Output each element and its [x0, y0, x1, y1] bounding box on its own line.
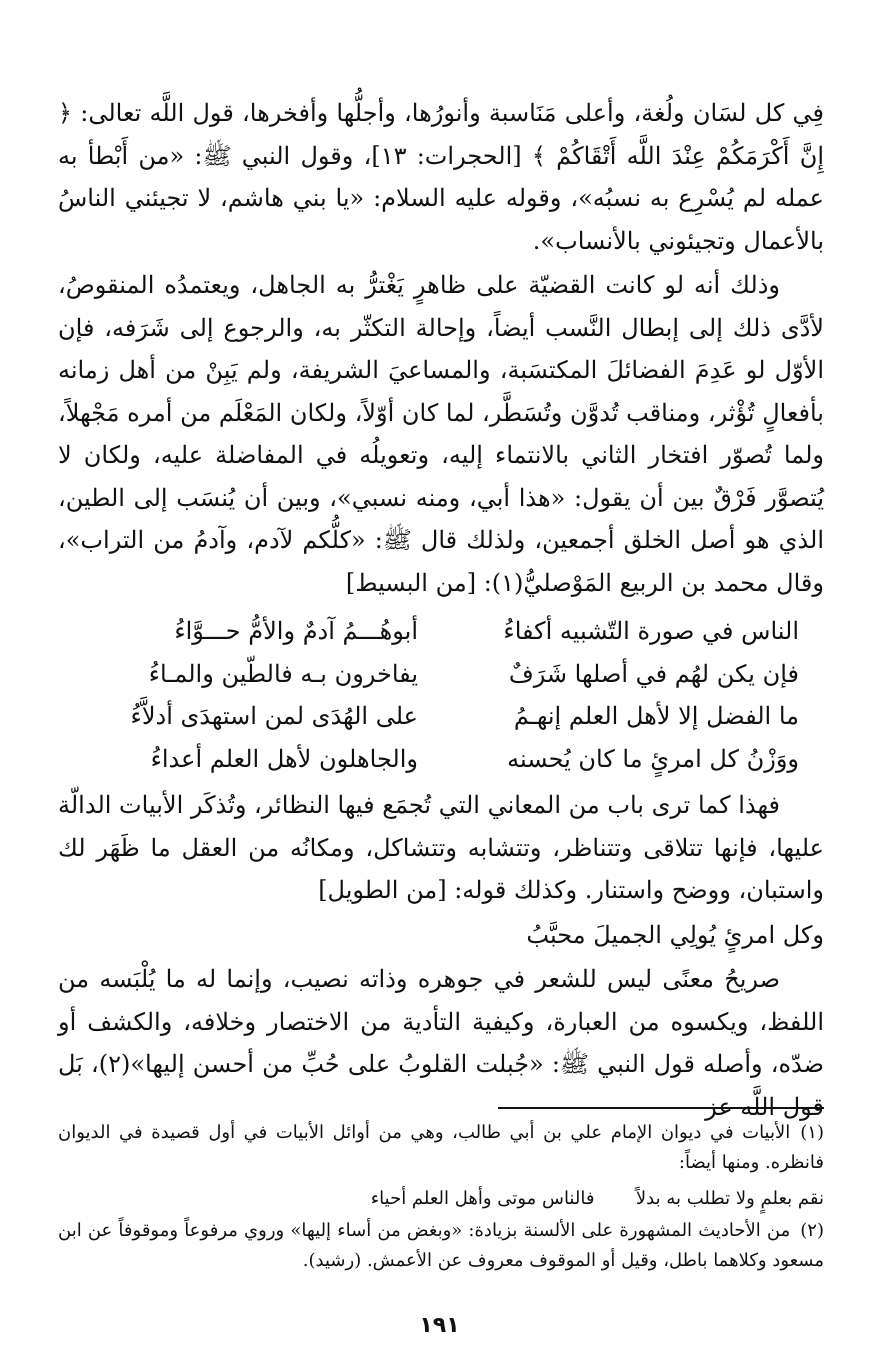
footnote-verse [58, 1184, 824, 1214]
paragraph-2: وذلك أنه لو كانت القضيّة على ظاهرٍ يَغْترُّ به الجاهل، ويعتمدُه المنقوصُ، لأدَّى ذلك إلى إبطال النَّسب أيضاً، وإحالة التكثّر به، والرجوع إلى شَرَفه، فإن الأوّل لو عَدِمَ الفضائلَ المكتسَبة، والمساعيَ الشريفة، ولم يَبِنْ من أهل زمانه بأفعالٍ تُؤْثر، ومناقب تُدوَّن وتُسَطَّر، لما كان أوّلاً، ولكان المَعْلَم من أمره مَجْهلاً، ولما تُصوّر افتخار الثاني بالانتماء إليه، وتعويلُه في المفاضلة عليه، ولكان لا يُتصوَّر فَرْقٌ بين أن يقول: «هذا أبي، ومنه نسبي»، وبين أن يُنسَب إلى الطين، الذي هو أصل الخلق أجمعين، ولذلك قال ﷺ: «كلُّكم لآدم، وآدمُ من التراب»، وقال محمد بن الربيع المَوْصليُّ(١): [من البسيط] [58, 271, 825, 597]
single-verse: وكل امرئٍ يُولِي الجميلَ محبَّبُ [526, 920, 824, 949]
poem-verse-4-sadr: ووَزْنُ كل امرئٍ ما كان يُحسنه [507, 744, 799, 773]
footnote-separator [498, 1107, 824, 1109]
poem-verse-3-ajuz: على الهُدَى لمن استهدَى أدلاَّءُ [130, 702, 418, 730]
paragraph-3: فهذا كما ترى باب من المعاني التي تُجمَع فيها النظائر، وتُذكَر الأبيات الدالّة عليها، فإنها تتلاقى وتتناظر، وتتشابه وتتشاكل، ومكانُه من العقل ما ظَهَر لك واستبان، ووضح واستنار. وكذلك قوله: [من الطويل] [58, 791, 824, 904]
page-number: ١٩١ [419, 1313, 460, 1338]
footnote-2-text: من الأحاديث المشهورة على الألسنة بزيادة: «وبغض من أساء إليها» وروي مرفوعاً وموقوفاً عن ابن مسعود وكلاهما باطل، وقيل أو الموقوف معروف عن الأعمش. (رشيد). [58, 1220, 824, 1271]
poem-verse-2-ajuz: يفاخرون بـه فالطّين والمـاءُ [148, 659, 418, 688]
footnote-1-text: الأبيات في ديوان الإمام علي بن أبي طالب، وهي من أوائل الأبيات في أول قصيدة في الديوان فانظره. ومنها أيضاً: [58, 1122, 824, 1173]
footnote-verse-ajuz: فالناس موتى وأهل العلم أحياء [370, 1188, 595, 1209]
footnote-1-number: (١) [800, 1122, 824, 1143]
paragraph-4: صريحُ معنًى ليس للشعر في جوهره وذاته نصيب، وإنما له ما يُلْبَسه من اللفظ، ويكسوه من العبارة، وكيفية التأدية من الاختصار وخلافه، والكشف أو ضدّه، وأصله قول النبي ﷺ: «جُبلت القلوبُ على حُبِّ من أحسن إليها»(٢)، بَل قول اللَّه عز [58, 965, 825, 1121]
footnote-2 [58, 1216, 824, 1276]
poem-verse-1-sadr: الناس في صورة التّشبيه أكفاءُ [503, 617, 799, 645]
footnote-2-number: (٢) [800, 1220, 824, 1241]
footnote-1 [58, 1118, 824, 1178]
poem-verse-4-ajuz: والجاهلون لأهل العلم أعداءُ [150, 744, 418, 773]
main-text [58, 92, 824, 1128]
poem-verse-3-sadr: ما الفضل إلا لأهل العلم إنهـمُ [513, 702, 799, 730]
footnote-verse-sadr: نقم بعلمٍ ولا تطلب به بدلاً [635, 1188, 824, 1209]
poem [58, 610, 824, 780]
poem-verse-1-ajuz: أبوهُـــمُ آدمٌ والأمُّ حـــوَّاءُ [174, 617, 418, 645]
poem-verse-2-sadr: فإن يكن لهُم في أصلها شَرَفٌ [508, 659, 799, 688]
paragraph-1: فِي كل لسَان ولُغة، وأعلى مَنَاسبة وأنورُها، وأجلُّها وأفخرها، قول اللَّه تعالى: ﴿ إِنَّ أَكْرَمَكُمْ عِنْدَ اللَّه أَتْقَاكُمْ ﴾ [الحجرات: ١٣]، وقول النبي ﷺ: «من أَبْطأ به عمله لم يُسْرِع به نسبُه»، وقوله عليه السلام: «يا بني هاشم، لا تجيئني الناسُ بالأعمال وتجيئوني بالأنساب». [58, 99, 825, 255]
footnotes [58, 1118, 824, 1276]
